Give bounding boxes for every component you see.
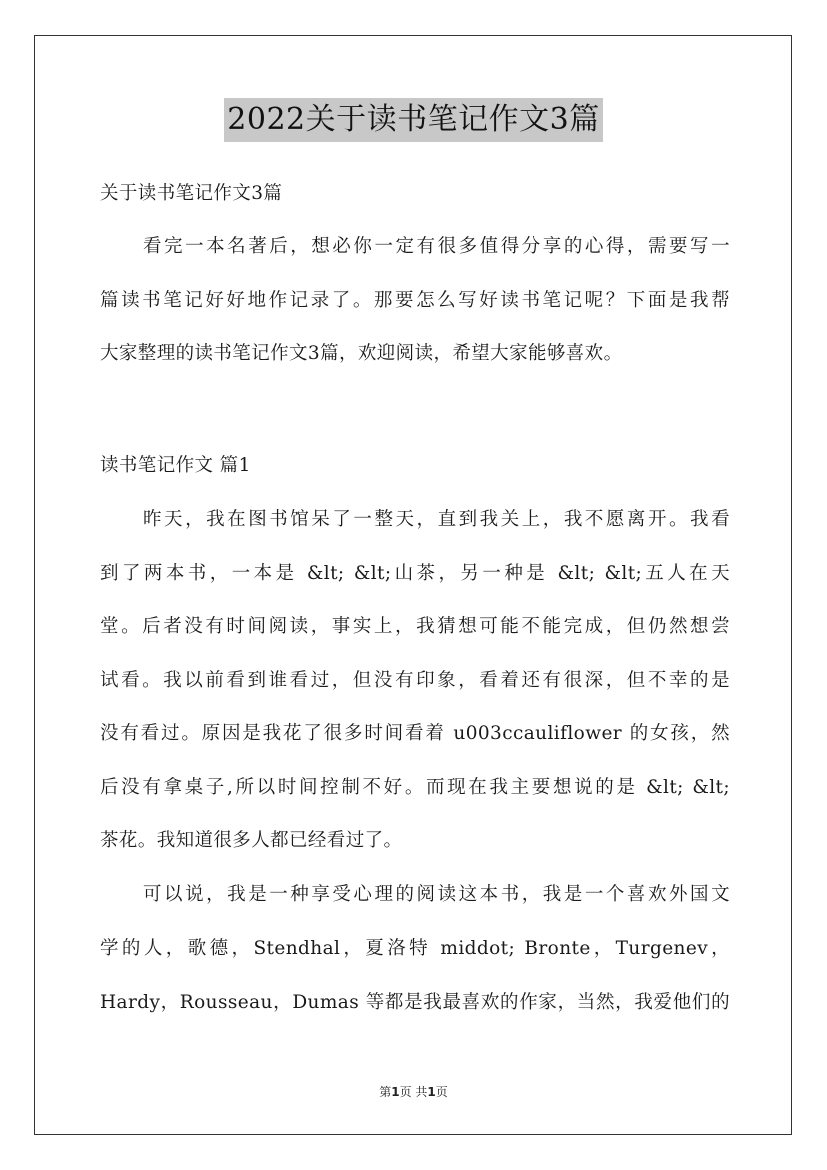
document-title: 2022关于读书笔记作文3篇 xyxy=(224,98,602,142)
footer-suffix: 页 xyxy=(435,1085,448,1099)
paragraph-line: 可以说，我是一种享受心理的阅读这本书，我是一个喜欢外国文 xyxy=(143,884,730,905)
paragraph-line: 没有看过。原因是我花了很多时间看着 u003ccauliflower 的女孩，然 xyxy=(100,723,730,744)
paragraph-line: Hardy，Rousseau，Dumas 等都是我最喜欢的作家，当然，我爱他们的 xyxy=(100,992,730,1013)
title-container xyxy=(0,98,827,142)
paragraph-line: 后没有拿桌子,所以时间控制不好。而现在我主要想说的是 &lt; &lt; xyxy=(100,777,730,798)
paragraph-line: 学的人，歌德，Stendhal，夏洛特 middot; Bronte，Turgenev， xyxy=(100,938,730,959)
paragraph-line: 到了两本书，一本是 &lt; &lt;山茶，另一种是 &lt; &lt;五人在天 xyxy=(100,563,730,584)
paragraph-line: 试看。我以前看到谁看过，但没有印象，看着还有很深，但不幸的是 xyxy=(100,670,730,691)
footer-prefix: 第 xyxy=(379,1085,392,1099)
intro-line-3: 大家整理的读书笔记作文3篇，欢迎阅读，希望大家能够喜欢。 xyxy=(100,343,623,364)
intro-line-2: 篇读书笔记好好地作记录了。那要怎么写好读书笔记呢？下面是我帮 xyxy=(100,290,730,311)
page-footer xyxy=(0,1084,827,1100)
section-heading: 读书笔记作文 篇1 xyxy=(100,455,251,476)
document-subtitle: 关于读书笔记作文3篇 xyxy=(100,183,283,204)
footer-page-current: 1 xyxy=(391,1085,400,1099)
paragraph-line: 茶花。我知道很多人都已经看过了。 xyxy=(100,830,403,851)
intro-line-1: 看完一本名著后，想必你一定有很多值得分享的心得，需要写一 xyxy=(143,236,730,257)
paragraph-line: 堂。后者没有时间阅读，事实上，我猜想可能不能完成，但仍然想尝 xyxy=(100,616,730,637)
footer-mid: 页 共 xyxy=(399,1085,428,1099)
footer-page-total: 1 xyxy=(427,1085,436,1099)
paragraph-line: 昨天，我在图书馆呆了一整天，直到我关上，我不愿离开。我看 xyxy=(143,509,730,530)
